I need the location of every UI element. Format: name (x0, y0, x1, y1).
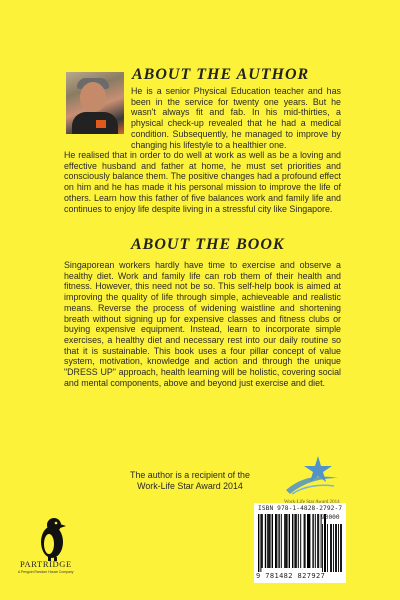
award-star-icon (282, 448, 346, 504)
ean-number: 9 781482 827927 (256, 572, 326, 580)
about-book-text: Singaporean workers hardly have time to exercise and observe a healthy diet. Work and family life can rob them of their health and fitness. However, this need not be so. This self-help book is aimed at improving the quality of life through simple, achieveable and realistic means. Reverse the process of widening waistline and shortening breath without signing up for expensive classes and fitness clubs or buying expensive equipment. Instead, learn to incorporate simple exercises, a healthy diet and necessary rest into our daily routine so that it is sustainable. This book uses a four pillar concept of value system, motivation, knowledge and action and through the unique "DRESS UP" approach, health learning will be holistic, covering social and mental components, above and beyond just exercise and diet. (64, 260, 341, 388)
isbn-barcode (254, 503, 346, 583)
isbn-number: ISBN 978-1-4828-2792-7 (258, 505, 343, 512)
publisher-tagline: A Penguin Random House Company (18, 570, 74, 574)
award-statement (100, 470, 280, 492)
barcode-addon: 90000 (321, 514, 340, 521)
partridge-bird-icon (36, 512, 66, 562)
about-author-heading: ABOUT THE AUTHOR (132, 66, 310, 83)
award-line-2: Work-Life Star Award 2014 (137, 481, 243, 491)
award-line-1: The author is a recipient of the (130, 470, 250, 480)
publisher-name: PARTRIDGE (20, 559, 72, 569)
author-photo (66, 72, 124, 134)
about-book-heading: ABOUT THE BOOK (131, 236, 285, 253)
about-author-text-2: He realised that in order to do well at work as well as be a loving and effective husband and father at home, he must set priorities and consciously balance them. The positive changes had a profound effect on him and he has made it his personal mission to improve the life of others. Learn how this father of five balances work and family life and continues to enjoy life despite living in a stressful city like Singapore. (64, 150, 341, 214)
barcode-bars (256, 514, 344, 572)
about-author-text-1: He is a senior Physical Education teacher and has been in the service for twenty one years. But he wasn't always fit and fab. In his mid-thirties, a physical check-up revealed that he had a medical condition. Subsequently, he managed to improve by changing his lifestyle to a healthier one. (131, 86, 341, 150)
